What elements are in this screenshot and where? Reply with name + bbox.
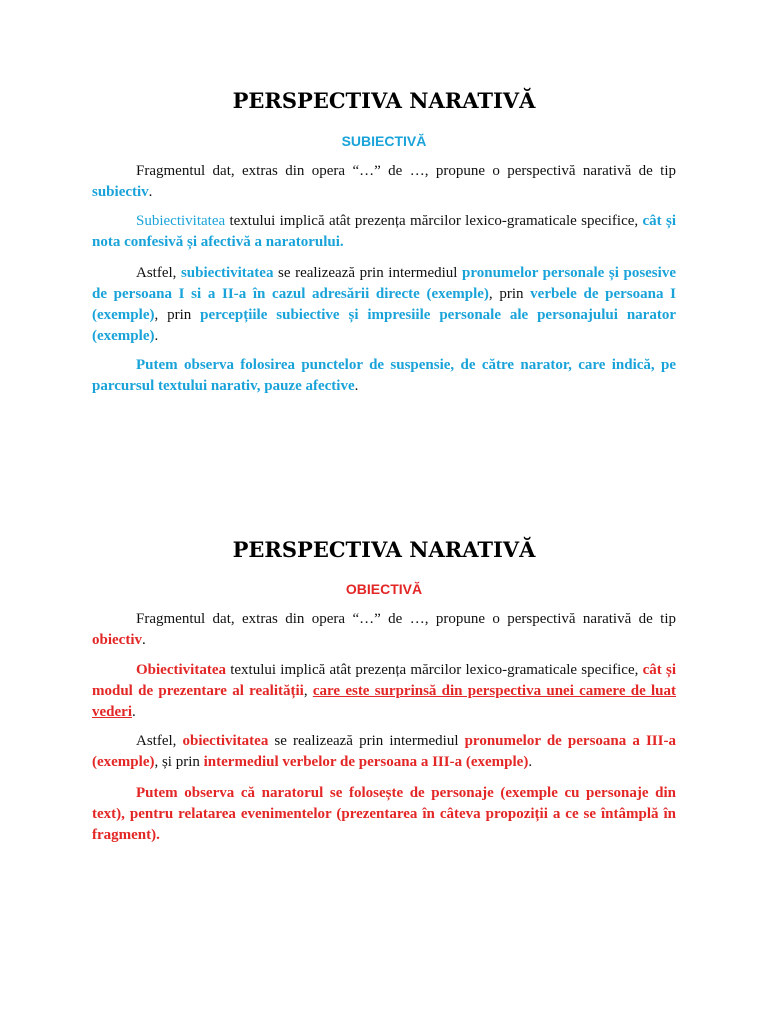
text-span: . [148, 184, 153, 200]
text-span: . [154, 328, 159, 344]
section2-paragraph-3 [92, 731, 676, 773]
section1-paragraph-2 [92, 211, 676, 253]
text-span: textului implică atât prezența mărcilor lexico-gramaticale specifice, [225, 662, 643, 678]
underlined-phrase: care este surprinsă din perspectiva unei camere de luat vederi [92, 683, 676, 720]
section1-title: PERSPECTIVA NARATIVĂ [232, 88, 536, 113]
section2-paragraph-4 [92, 783, 676, 846]
highlight-phrase: verbele de persoana I (exemple) [92, 286, 676, 323]
highlight-phrase: pronumelor personale și posesive de persoana I si a II-a în cazul adresării directe (exemple) [92, 265, 676, 302]
text-span: textului implică atât prezența mărcilor lexico-gramaticale specifice, [225, 213, 643, 229]
highlight-phrase: Putem observa folosirea punctelor de suspensie, de către narator, care indică, pe parcursul textului narativ, pauze afective [92, 357, 676, 394]
text-span: , prin [488, 286, 531, 302]
section2-subtitle: OBIECTIVĂ [345, 581, 423, 597]
text-span: , [303, 683, 313, 699]
highlight-phrase: intermediul verbelor de persoana a III-a (exemple) [203, 754, 529, 770]
section1-subtitle: SUBIECTIVĂ [341, 133, 427, 149]
highlight-phrase: cât și nota confesivă și afectivă a naratorului. [92, 213, 676, 250]
highlight-term: subiectivitatea [180, 265, 274, 281]
section1-paragraph-3 [92, 263, 676, 347]
highlight-term: obiectiv [92, 632, 142, 648]
text-span: , și prin [154, 754, 204, 770]
text-span: Fragmentul dat, extras din opera “…” de …, propune o perspectivă narativă de tip [136, 163, 676, 179]
section2-paragraph-1 [92, 609, 676, 651]
text-span: , prin [154, 307, 201, 323]
section1-paragraph-1 [92, 161, 676, 203]
section2-title: PERSPECTIVA NARATIVĂ [232, 537, 536, 562]
highlight-term: Subiectivitatea [136, 213, 226, 229]
highlight-term: Obiectivitatea [136, 662, 226, 678]
highlight-phrase: Putem observa că naratorul se folosește de personaje (exemple cu personaje din text), pentru relatarea evenimentelor (prezentarea în câteva propoziții a ce se întâmplă în fragment). [92, 785, 676, 843]
highlight-term: subiectiv [92, 184, 149, 200]
highlight-phrase: pronumelor de persoana a III-a (exemple) [92, 733, 676, 770]
text-span: se realizează prin intermediul [268, 733, 465, 749]
text-span: . [528, 754, 533, 770]
highlight-phrase: cât și modul de prezentare al realității [92, 662, 676, 699]
text-span: Astfel, [136, 265, 181, 281]
text-span: Fragmentul dat, extras din opera “…” de …, propune o perspectivă narativă de tip [136, 611, 676, 627]
highlight-phrase: percepțiile subiective și impresiile personale ale personajului narator (exemple) [92, 307, 676, 344]
highlight-term: obiectivitatea [182, 733, 269, 749]
section1-paragraph-4 [92, 355, 676, 397]
text-span: Astfel, [136, 733, 183, 749]
text-span: se realizează prin intermediul [273, 265, 462, 281]
text-span: . [354, 378, 359, 394]
text-span: . [131, 704, 136, 720]
section2-paragraph-2 [92, 660, 676, 723]
text-span: . [142, 632, 146, 648]
